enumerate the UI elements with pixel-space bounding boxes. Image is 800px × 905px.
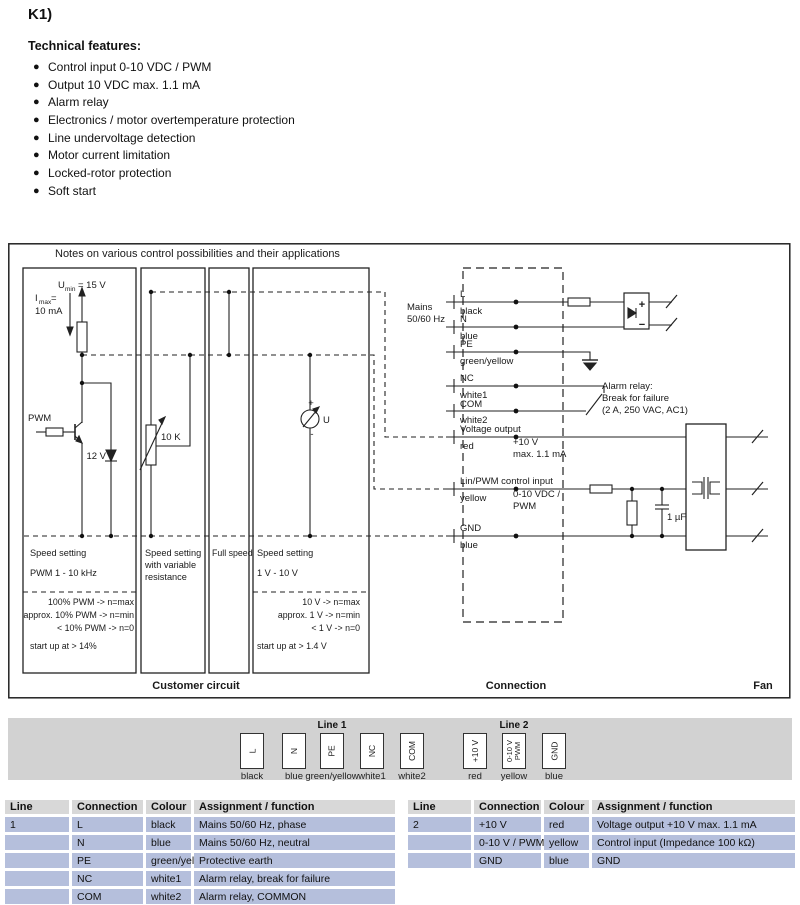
- terminal-COM: [400, 733, 424, 769]
- column-header: Assignment / function: [592, 800, 795, 814]
- control-input-note-0: 0-10 VDC /: [513, 489, 560, 500]
- imax-eq: =: [51, 293, 57, 304]
- feature-text: Soft start: [48, 183, 97, 198]
- wire-color-N: blue: [460, 331, 478, 342]
- capacitor-value: 1 µF: [667, 512, 687, 523]
- control-input-note-1: PWM: [513, 501, 537, 512]
- feature-text: Output 10 VDC max. 1.1 mA: [48, 77, 201, 92]
- bullet-icon: ●: [33, 166, 40, 179]
- fan-box: [686, 424, 768, 550]
- rectifier: [624, 293, 677, 331]
- terminal-label-line2: PWM: [513, 741, 523, 761]
- table-cell: 0-10 V / PWM: [474, 835, 541, 850]
- diagram-title: Notes on various control possibilities and their applications: [55, 248, 340, 260]
- connection-table-line1: [5, 800, 395, 904]
- feature-text: Control input 0-10 VDC / PWM: [48, 59, 212, 74]
- p2-caption-1: with variable: [145, 560, 197, 570]
- p4-map-2: < 1 V -> n=0: [311, 623, 360, 633]
- terminal-label: NC: [367, 744, 377, 758]
- p3-caption: Full speed: [212, 548, 253, 558]
- terminal-color-label: green/yellow: [305, 771, 359, 782]
- feature-item: [28, 164, 548, 182]
- table-cell: red: [544, 817, 589, 832]
- bullet-icon: ●: [33, 78, 40, 91]
- column-header: Line: [5, 800, 69, 814]
- wire-label-PE: PE: [460, 339, 473, 350]
- p1-caption1: Speed setting: [30, 548, 87, 558]
- table-cell: white2: [146, 889, 191, 904]
- feature-text: Motor current limitation: [48, 148, 171, 163]
- table-cell: [5, 835, 69, 850]
- alarm-relay-note-0: Alarm relay:: [602, 381, 653, 392]
- table-cell: [408, 835, 471, 850]
- table-cell: black: [146, 817, 191, 832]
- table-cell: COM: [72, 889, 143, 904]
- column-header: Colour: [146, 800, 191, 814]
- terminal-color-label: blue: [285, 771, 303, 782]
- wire-label-GND: GND: [460, 523, 482, 534]
- table-cell: N: [72, 835, 143, 850]
- feature-text: Electronics / motor overtemperature protection: [48, 112, 295, 127]
- bullet-icon: ●: [33, 113, 40, 126]
- imax-value: 10 mA: [35, 306, 63, 317]
- connection-table-line2: [408, 800, 795, 868]
- page-title: K1): [28, 6, 53, 23]
- wire-color-COM: white2: [460, 415, 488, 426]
- table-cell: green/yel: [146, 853, 191, 868]
- imax-label: I: [35, 293, 38, 304]
- p1-caption2: PWM 1 - 10 kHz: [30, 568, 97, 578]
- wire-color-L: black: [460, 306, 483, 317]
- wire-control-input: [446, 482, 686, 536]
- technical-features: [28, 39, 548, 200]
- table-cell: [408, 853, 471, 868]
- table-cell: blue: [544, 853, 589, 868]
- table-cell: yellow: [544, 835, 589, 850]
- table-cell: blue: [146, 835, 191, 850]
- features-heading: Technical features:: [28, 39, 142, 53]
- wire-label-L: L: [460, 289, 466, 300]
- table-cell: Protective earth: [194, 853, 395, 868]
- table-cell: +10 V: [474, 817, 541, 832]
- umin-value: = 15 V: [78, 280, 106, 291]
- wire-color-voltage-output: red: [460, 441, 474, 452]
- table-cell: Mains 50/60 Hz, phase: [194, 817, 395, 832]
- column-header: Assignment / function: [194, 800, 395, 814]
- zener-label: 12 V: [86, 451, 106, 462]
- wire-color-GND: blue: [460, 540, 478, 551]
- table-cell: GND: [474, 853, 541, 868]
- table-cell: Alarm relay, COMMON: [194, 889, 395, 904]
- footer-customer-circuit: Customer circuit: [152, 680, 240, 692]
- p4-map-1: approx. 1 V -> n=min: [277, 610, 360, 620]
- terminal-strip: [8, 718, 792, 780]
- alarm-relay-note-1: Break for failure: [602, 393, 670, 404]
- feature-text: Alarm relay: [48, 95, 109, 110]
- line1-group-label: Line 1: [317, 720, 347, 731]
- table-cell: white1: [146, 871, 191, 886]
- source-plus: +: [308, 398, 314, 409]
- terminal-label: PE: [327, 745, 337, 757]
- feature-item: [28, 111, 548, 129]
- p4-map-0: 10 V -> n=max: [302, 597, 360, 607]
- rectifier-minus: −: [638, 319, 646, 331]
- terminal-color-label: blue: [545, 771, 563, 782]
- feature-text: Line undervoltage detection: [48, 130, 196, 145]
- terminal-GND: [542, 733, 566, 769]
- umin-sub: min: [65, 286, 76, 293]
- table-cell: Alarm relay, break for failure: [194, 871, 395, 886]
- mains-label-2: 50/60 Hz: [407, 314, 446, 325]
- table-cell: Control input (Impedance 100 kΩ): [592, 835, 795, 850]
- mains-label-1: Mains: [407, 302, 433, 313]
- terminal-color-label: yellow: [500, 771, 528, 782]
- terminal-plus10v: [463, 733, 487, 769]
- p4-caption1: Speed setting: [257, 548, 314, 558]
- p1-map-0: 100% PWM -> n=max: [47, 597, 134, 607]
- wire-label-NC: NC: [460, 373, 474, 384]
- table-cell: Mains 50/60 Hz, neutral: [194, 835, 395, 850]
- terminal-NC: [360, 733, 384, 769]
- terminal-label-line1: 0-10 V: [505, 739, 515, 763]
- pot-value: 10 K: [161, 432, 181, 443]
- potentiometer-circuit: [140, 292, 190, 536]
- table-cell: GND: [592, 853, 795, 868]
- wire-color-NC: white1: [460, 390, 488, 401]
- feature-item: [28, 76, 548, 94]
- wire-label-N: N: [460, 314, 467, 325]
- table-cell: Voltage output +10 V max. 1.1 mA: [592, 817, 795, 832]
- terminal-label: N: [288, 747, 299, 755]
- terminal-label: L: [246, 748, 257, 754]
- feature-item: [28, 146, 548, 164]
- feature-item: [28, 182, 548, 200]
- voltage-output-note-0: +10 V: [513, 437, 539, 448]
- bullet-icon: ●: [33, 96, 40, 109]
- terminal-color-label: red: [468, 771, 482, 782]
- pwm-input-label: PWM: [28, 413, 52, 424]
- rectifier-plus: +: [638, 299, 646, 311]
- column-header: Connection: [474, 800, 541, 814]
- footer-connection: Connection: [485, 680, 547, 692]
- terminal-label: COM: [407, 741, 417, 761]
- source-minus: -: [310, 429, 314, 440]
- column-header: Line: [408, 800, 471, 814]
- table-cell: 1: [5, 817, 69, 832]
- bullet-icon: ●: [33, 184, 40, 197]
- bullet-icon: ●: [33, 60, 40, 73]
- terminal-color-label: black: [240, 771, 264, 782]
- wire-GND: [446, 529, 686, 543]
- p1-map-1: approx. 10% PWM -> n=min: [23, 610, 134, 620]
- feature-item: [28, 58, 548, 76]
- column-header: Connection: [72, 800, 143, 814]
- table-cell: [5, 853, 69, 868]
- p2-caption-2: resistance: [145, 572, 187, 582]
- line2-group-label: Line 2: [499, 720, 529, 731]
- bullet-icon: ●: [33, 149, 40, 162]
- table-cell: [5, 871, 69, 886]
- terminal-label: [506, 740, 522, 762]
- terminal-N: [282, 733, 306, 769]
- table-cell: PE: [72, 853, 143, 868]
- terminal-color-label: white1: [358, 771, 386, 782]
- feature-item: [28, 129, 548, 147]
- schematic-svg: [8, 243, 791, 699]
- imax-sub: max: [39, 299, 52, 306]
- feature-item: [28, 93, 548, 111]
- wire-label-control-input: Lin/PWM control input: [460, 476, 553, 487]
- wire-color-control-input: yellow: [460, 493, 487, 504]
- terminal-L: [240, 733, 264, 769]
- p2-caption-0: Speed setting: [145, 548, 202, 558]
- p1-map-2: < 10% PWM -> n=0: [56, 623, 134, 633]
- wire-color-PE: green/yellow: [460, 356, 514, 367]
- voltage-source-circuit: [301, 355, 319, 536]
- wire-label-COM: COM: [460, 399, 483, 410]
- pwm-circuit: [36, 288, 117, 536]
- source-u: U: [323, 415, 330, 426]
- column-header: Colour: [544, 800, 589, 814]
- p1-startup: start up at > 14%: [30, 641, 97, 651]
- terminal-label: +10 V: [470, 739, 481, 763]
- alarm-relay-note-2: (2 A, 250 VAC, AC1): [602, 405, 688, 416]
- voltage-output-note-1: max. 1.1 mA: [513, 449, 567, 460]
- feature-text: Locked-rotor protection: [48, 165, 172, 180]
- wire-label-voltage-output: Voltage output: [460, 424, 521, 435]
- terminal-PE: [320, 733, 344, 769]
- p4-caption2: 1 V - 10 V: [257, 568, 298, 578]
- wiring-diagram: [8, 243, 791, 699]
- table-cell: L: [72, 817, 143, 832]
- table-cell: 2: [408, 817, 471, 832]
- footer-fan: Fan: [753, 680, 773, 692]
- terminal-label: GND: [548, 741, 559, 761]
- table-cell: [5, 889, 69, 904]
- terminal-0-10v-pwm: [502, 733, 526, 769]
- p4-startup: start up at > 1.4 V: [257, 641, 327, 651]
- table-cell: NC: [72, 871, 143, 886]
- umin-label: U: [58, 280, 65, 291]
- terminal-color-label: white2: [398, 771, 426, 782]
- bullet-icon: ●: [33, 131, 40, 144]
